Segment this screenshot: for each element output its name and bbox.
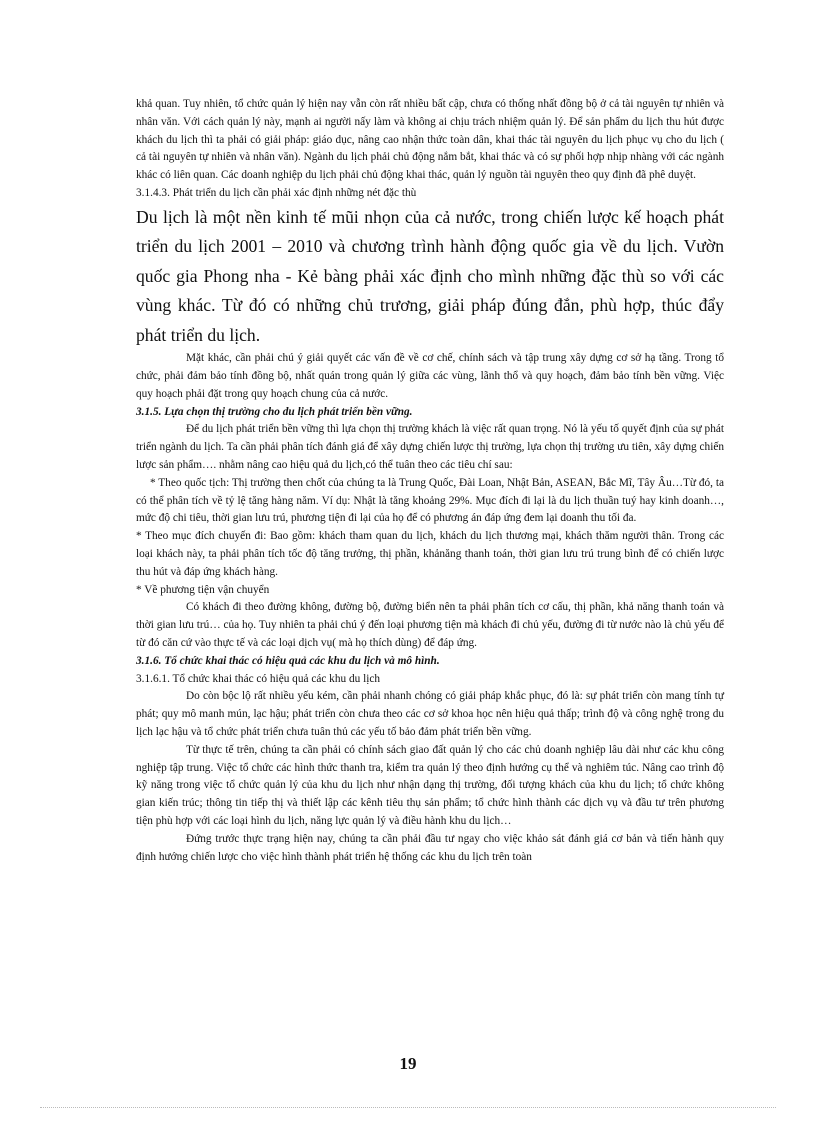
paragraph-mat-khac: Mặt khác, cần phải chú ý giải quyết các vấn đề về cơ chế, chính sách và tập trung xây dựng cơ sở hạ tầng. Trong tổ chức, phải đảm bảo tính đồng bộ, nhất quán trong quản lý giữa các vùng, lãnh thổ và quy hoạch, đảm bảo tính bền vững. Việc quy hoạch phải đặt trong quy hoạch chung của cả nước. — [136, 352, 724, 400]
paragraph-thuc-te: Từ thực tế trên, chúng ta cần phải có chính sách giao đất quản lý cho các chủ doanh nghiệp lâu dài như các khu công nghiệp tập trung. Việc tổ chức các hình thức thanh tra, kiểm tra quản lý theo định hướng cụ thể và nghiêm túc. Nâng cao trình độ kỹ năng trong việc tổ chức quản lý của khu du lịch như nhận dạng thị trường, đối tượng khách của khu du lịch; tổ chức không gian kiến trúc; thông tin tiếp thị và thiết lập các kênh tiêu thụ sản phẩm; tổ chức hình thành các dịch vụ và đầu tư trên phương tiện phù hợp với các loại hình du lịch, năng lực quản lý và điều hành khu du lịch… — [136, 743, 724, 827]
page-content — [136, 96, 724, 866]
page-number: 19 — [399, 1054, 417, 1073]
highlighted-paragraph: Du lịch là một nền kinh tế mũi nhọn của cả nước, trong chiến lược kế hoạch phát triển du lịch 2001 – 2010 và chương trình hành động quốc gia về du lịch. Vườn quốc gia Phong nha - Kẻ bàng phải xác định cho mình những đặc thù so với các vùng khác. Từ đó có những chủ trương, giải pháp đúng đắn, phù hợp, thúc đẩy phát triển du lịch. — [136, 206, 724, 345]
paragraph-intro: khả quan. Tuy nhiên, tổ chức quản lý hiện nay vẫn còn rất nhiều bất cập, chưa có thống nhất đồng bộ ở cả tài nguyên tự nhiên và nhân văn. Với cách quản lý này, mạnh ai người nấy làm và không ai chịu trách nhiệm quản lý. Để sản phẩm du lịch thu hút được khách du lịch thì ta phải có giải pháp: giáo dục, nâng cao nhận thức toàn dân, khai thác tài nguyên du lịch phục vụ cho du lịch ( cả tài nguyên tự nhiên và nhân văn). Ngành du lịch phải chủ động nắm bắt, khai thác và có sự phối hợp nhịp nhàng với các ngành khác có liên quan. Các doanh nghiệp du lịch phải chủ động khai thác, quản lý nguồn tài nguyên theo quy định đã phê duyệt. — [136, 98, 724, 182]
heading-3-1-6: 3.1.6. Tổ chức khai thác có hiệu quả các khu du lịch và mô hình. — [136, 654, 440, 667]
footer-divider — [40, 1107, 776, 1108]
paragraph-thi-truong: Để du lịch phát triển bền vững thì lựa chọn thị trường khách là việc rất quan trọng. Nó là yếu tố quyết định của sự phát triển ngành du lịch. Ta cần phải phân tích đánh giá để xây dựng chiến lược thị trường, lựa chọn thị trường ưu tiên, xây dựng chiến lược sản phẩm…. nhằm nâng cao hiệu quả du lịch,có thể tuân theo các tiêu chí sau: — [136, 423, 724, 472]
heading-3-1-5: 3.1.5. Lựa chọn thị trường cho du lịch phát triển bền vững. — [136, 405, 413, 418]
paragraph-phuong-tien-heading: * Về phương tiện vận chuyển — [136, 583, 270, 596]
subheading-3-1-4-3: 3.1.4.3. Phát triển du lịch cần phải xác định những nét đặc thù — [136, 186, 417, 199]
paragraph-yeu-kem: Do còn bộc lộ rất nhiều yếu kém, cần phải nhanh chóng có giải pháp khắc phục, đó là: sự phát triển còn mang tính tự phát; quy mô manh mún, lạc hậu; phát triển còn chưa theo các cơ sở khoa học nên hiệu quả thấp; trình độ và công nghệ trong du lịch lạc hậu và tổ chức phát triển chưa tuân thủ các yếu tố bảo đảm phát triển bền vững. — [136, 690, 724, 739]
paragraph-quoc-tich: * Theo quốc tịch: Thị trường then chốt của chúng ta là Trung Quốc, Đài Loan, Nhật Bản, ASEAN, Bắc Mĩ, Tây Âu…Từ đó, ta có thể phân tích về tỷ lệ tăng hàng năm. Ví dụ: Nhật là tăng khoảng 29%. Mục đích đi lại là du lịch thuần tuý hay kinh doanh…, mức độ chi tiêu, thời gian lưu trú, phương tiện đi lại của họ để có phương án đáp ứng đem lại doanh thu tối đa. — [136, 476, 724, 525]
paragraph-muc-dich: * Theo mục đích chuyến đi: Bao gồm: khách tham quan du lịch, khách du lịch thương mại, khách thăm người thân. Trong các loại khách này, ta phải phân tích tốc độ tăng trưởng, thị phần, khảnăng thanh toán, thời gian lưu trú trung bình để có chiến lược thu hút và đáp ứng khách hàng. — [136, 530, 724, 578]
paragraph-thuc-trang: Đứng trước thực trạng hiện nay, chúng ta cần phải đầu tư ngay cho việc khảo sát đánh giá cơ bản và tiến hành quy định hướng chiến lược cho việc hình thành phát triển hệ thống các khu du lịch trên toàn — [136, 832, 724, 863]
paragraph-phuong-tien: Có khách đi theo đường không, đường bộ, đường biển nên ta phải phân tích cơ cấu, thị phần, khả năng thanh toán và thời gian lưu trú… của họ. Tuy nhiên ta phải chú ý đến loại phương tiện mà khách đi chủ yếu, đường đi từ nước nào là chủ yếu để từ đó căn cứ vào thực tế và các loại dịch vụ( mà họ thích dùng) để đáp ứng. — [136, 601, 724, 650]
subheading-3-1-6-1: 3.1.6.1. Tổ chức khai thác có hiệu quả các khu du lịch — [136, 672, 381, 685]
